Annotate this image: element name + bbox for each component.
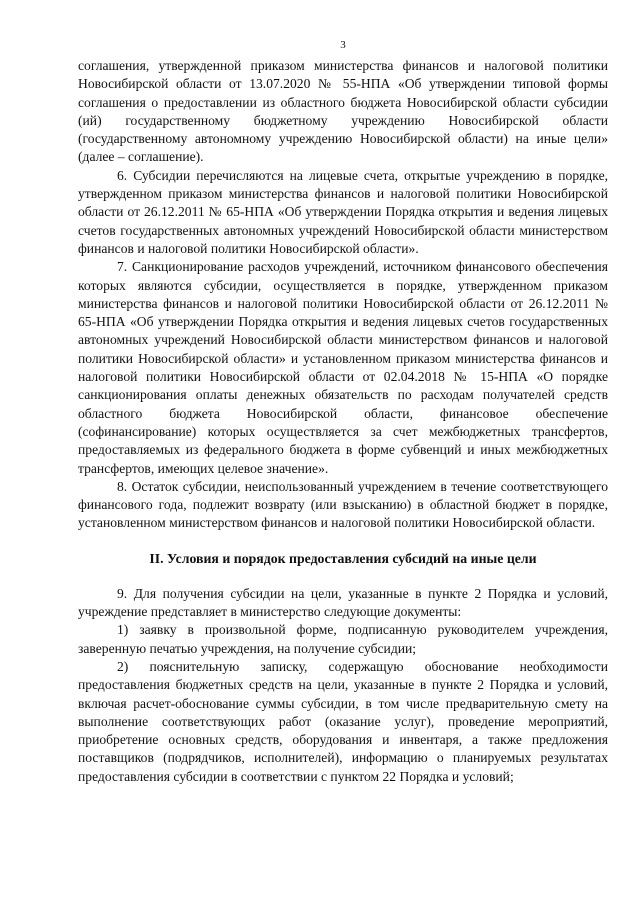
section-heading: II. Условия и порядок предоставления субсидий на иные цели (149, 550, 537, 566)
paragraph-9: 9. Для получения субсидии на цели, указанные в пункте 2 Порядка и условий, учреждение представляет в министерство следующие документы: (78, 585, 608, 620)
paragraph-agreement-continuation: соглашения, утвержденной приказом министерства финансов и налоговой политики Новосибирской области от 13.07.2020 № 55-НПА «Об утверждении типовой формы соглашения о предоставлении из областного бюджета Новосибирской области субсидии (ий) государственному бюджетному учреждению Новосибирской области (государственному автономному учреждению Новосибирской области) на иные цели» (далее – соглашение). (78, 58, 608, 165)
paragraph-7: 7. Санкционирование расходов учреждений, источником финансового обеспечения которых являются субсидии, осуществляется в порядке, утвержденном приказом министерства финансов и налоговой политики Новосибирской области от 26.12.2011 № 65-НПА «Об утверждении Порядка открытия и ведения лицевых счетов государственных автономных учреждений Новосибирской области министерством финансов и налоговой политики Новосибирской области» и установленном приказом министерства финансов и налоговой политики Новосибирской области от 02.04.2018 № 15-НПА «О порядке санкционирования оплаты денежных обязательств по расходам получателей средств областного бюджета Новосибирской области, финансовое обеспечение (софинансирование) которых осуществляется за счет межбюджетных трансфертов, предоставляемых из федерального бюджета в форме субвенций и иных межбюджетных трансфертов, имеющих целевое значение». (78, 259, 608, 476)
page-number: 3 (340, 39, 346, 51)
list-item-2: 2) пояснительную записку, содержащую обоснование необходимости предоставления бюджетных средств на цели, указанные в пункте 2 Порядка и условий, включая расчет-обоснование суммы субсидии, в том числе предварительную смету на выполнение соответствующих работ (оказание услуг), проведение мероприятий, приобретение основных средств, оборудования и инвентаря, а также предложения поставщиков (подрядчиков, исполнителей), информацию о планируемых результатах предоставления субсидии в соответствии с пунктом 22 Порядка и условий; (78, 658, 608, 784)
list-item-1: 1) заявку в произвольной форме, подписанную руководителем учреждения, заверенную печатью учреждения, на получение субсидии; (78, 622, 608, 656)
paragraph-6: 6. Субсидии перечисляются на лицевые счета, открытые учреждению в порядке, утвержденном приказом министерства финансов и налоговой политики Новосибирской области от 26.12.2011 № 65-НПА «Об утверждении Порядка открытия и ведения лицевых счетов государственных автономных учреждений Новосибирской области министерством финансов и налоговой политики Новосибирской области». (78, 167, 608, 256)
paragraph-8: 8. Остаток субсидии, неиспользованный учреждением в течение соответствующего финансового года, подлежит возврату (или взысканию) в областной бюджет в порядке, установленном министерством финансов и налоговой политики Новосибирской области. (78, 478, 608, 531)
